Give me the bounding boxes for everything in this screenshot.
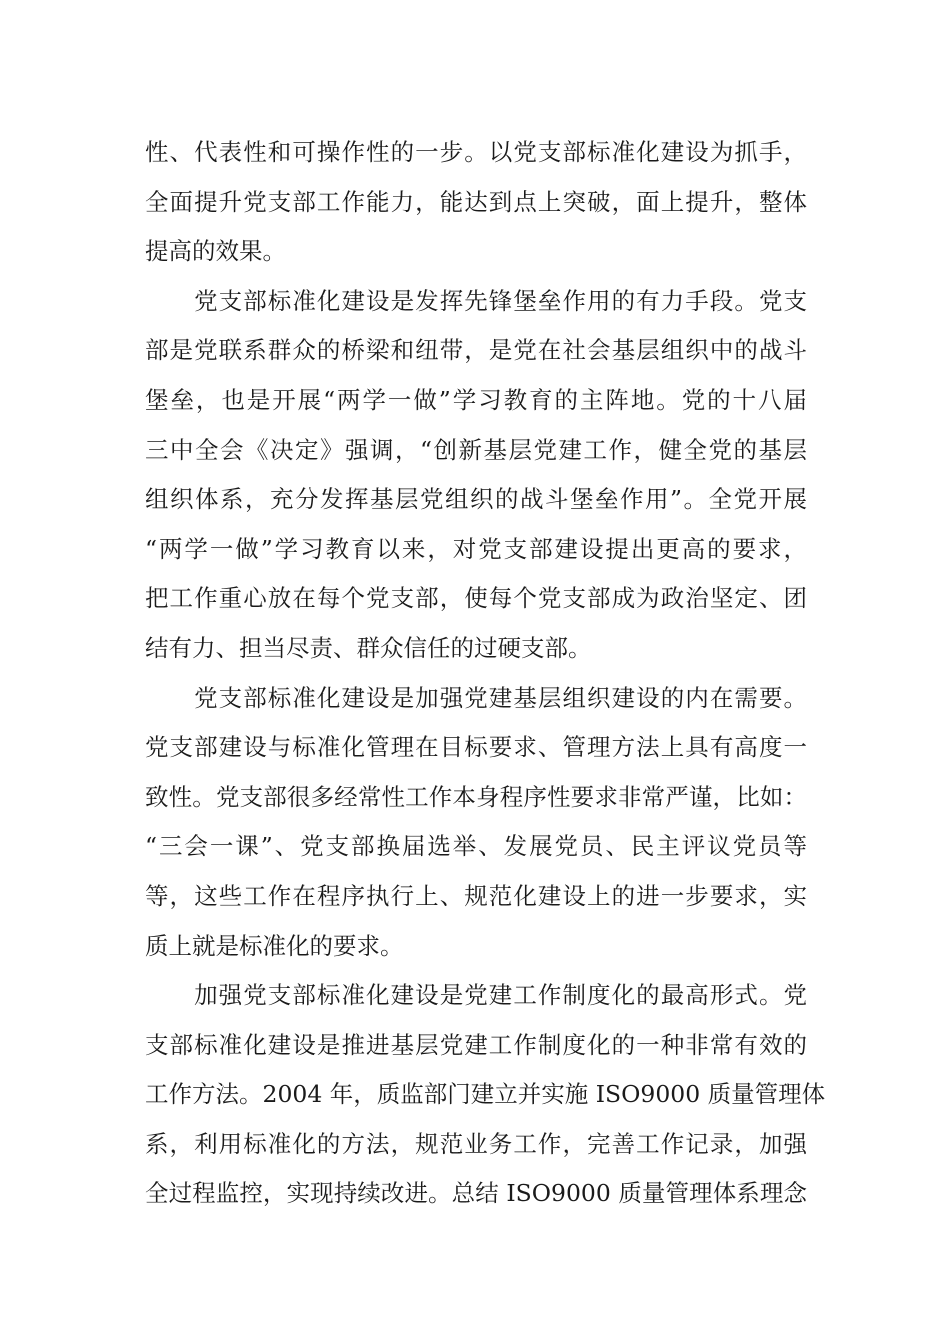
text-line: 等，这些工作在程序执行上、规范化建设上的进一步要求，实 xyxy=(145,881,807,910)
text-line: 系，利用标准化的方法，规范业务工作，完善工作记录，加强 xyxy=(145,1129,807,1158)
text-line: 质上就是标准化的要求。 xyxy=(145,931,404,960)
text-line: 提高的效果。 xyxy=(145,237,286,266)
text-line: 致性。党支部很多经常性工作本身程序性要求非常严谨，比如： xyxy=(145,782,807,811)
text-line: “两学一做”学习教育以来，对党支部建设提出更高的要求， xyxy=(145,534,807,563)
text-line: 三中全会《决定》强调，“创新基层党建工作，健全党的基层 xyxy=(145,435,807,464)
text-line: 党支部标准化建设是加强党建基层组织建设的内在需要。 xyxy=(145,683,807,712)
text-line: 组织体系，充分发挥基层党组织的战斗堡垒作用”。全党开展 xyxy=(145,485,807,514)
text-line: 全面提升党支部工作能力，能达到点上突破，面上提升，整体 xyxy=(145,187,807,216)
text-line: 堡垒，也是开展“两学一做”学习教育的主阵地。党的十八届 xyxy=(145,385,807,414)
text-line: 性、代表性和可操作性的一步。以党支部标准化建设为抓手， xyxy=(145,138,807,166)
text-line: 全过程监控，实现持续改进。总结 ISO9000 质量管理体系理念 xyxy=(145,1179,807,1208)
text-line: 加强党支部标准化建设是党建工作制度化的最高形式。党 xyxy=(145,981,807,1010)
text-line: 党支部标准化建设是发挥先锋堡垒作用的有力手段。党支 xyxy=(145,286,807,315)
body-text xyxy=(145,128,826,1219)
text-line: 部是党联系群众的桥梁和纽带，是党在社会基层组织中的战斗 xyxy=(145,336,807,365)
text-line: 党支部建设与标准化管理在目标要求、管理方法上具有高度一 xyxy=(145,733,807,762)
text-line: 支部标准化建设是推进基层党建工作制度化的一种非常有效的 xyxy=(145,1030,807,1059)
text-line: 把工作重心放在每个党支部，使每个党支部成为政治坚定、团 xyxy=(145,584,807,613)
text-line: “三会一课”、党支部换届选举、发展党员、民主评议党员等 xyxy=(145,832,807,861)
text-line: 工作方法。2004 年，质监部门建立并实施 ISO9000 质量管理体 xyxy=(145,1080,826,1109)
text-line: 结有力、担当尽责、群众信任的过硬支部。 xyxy=(145,633,592,662)
